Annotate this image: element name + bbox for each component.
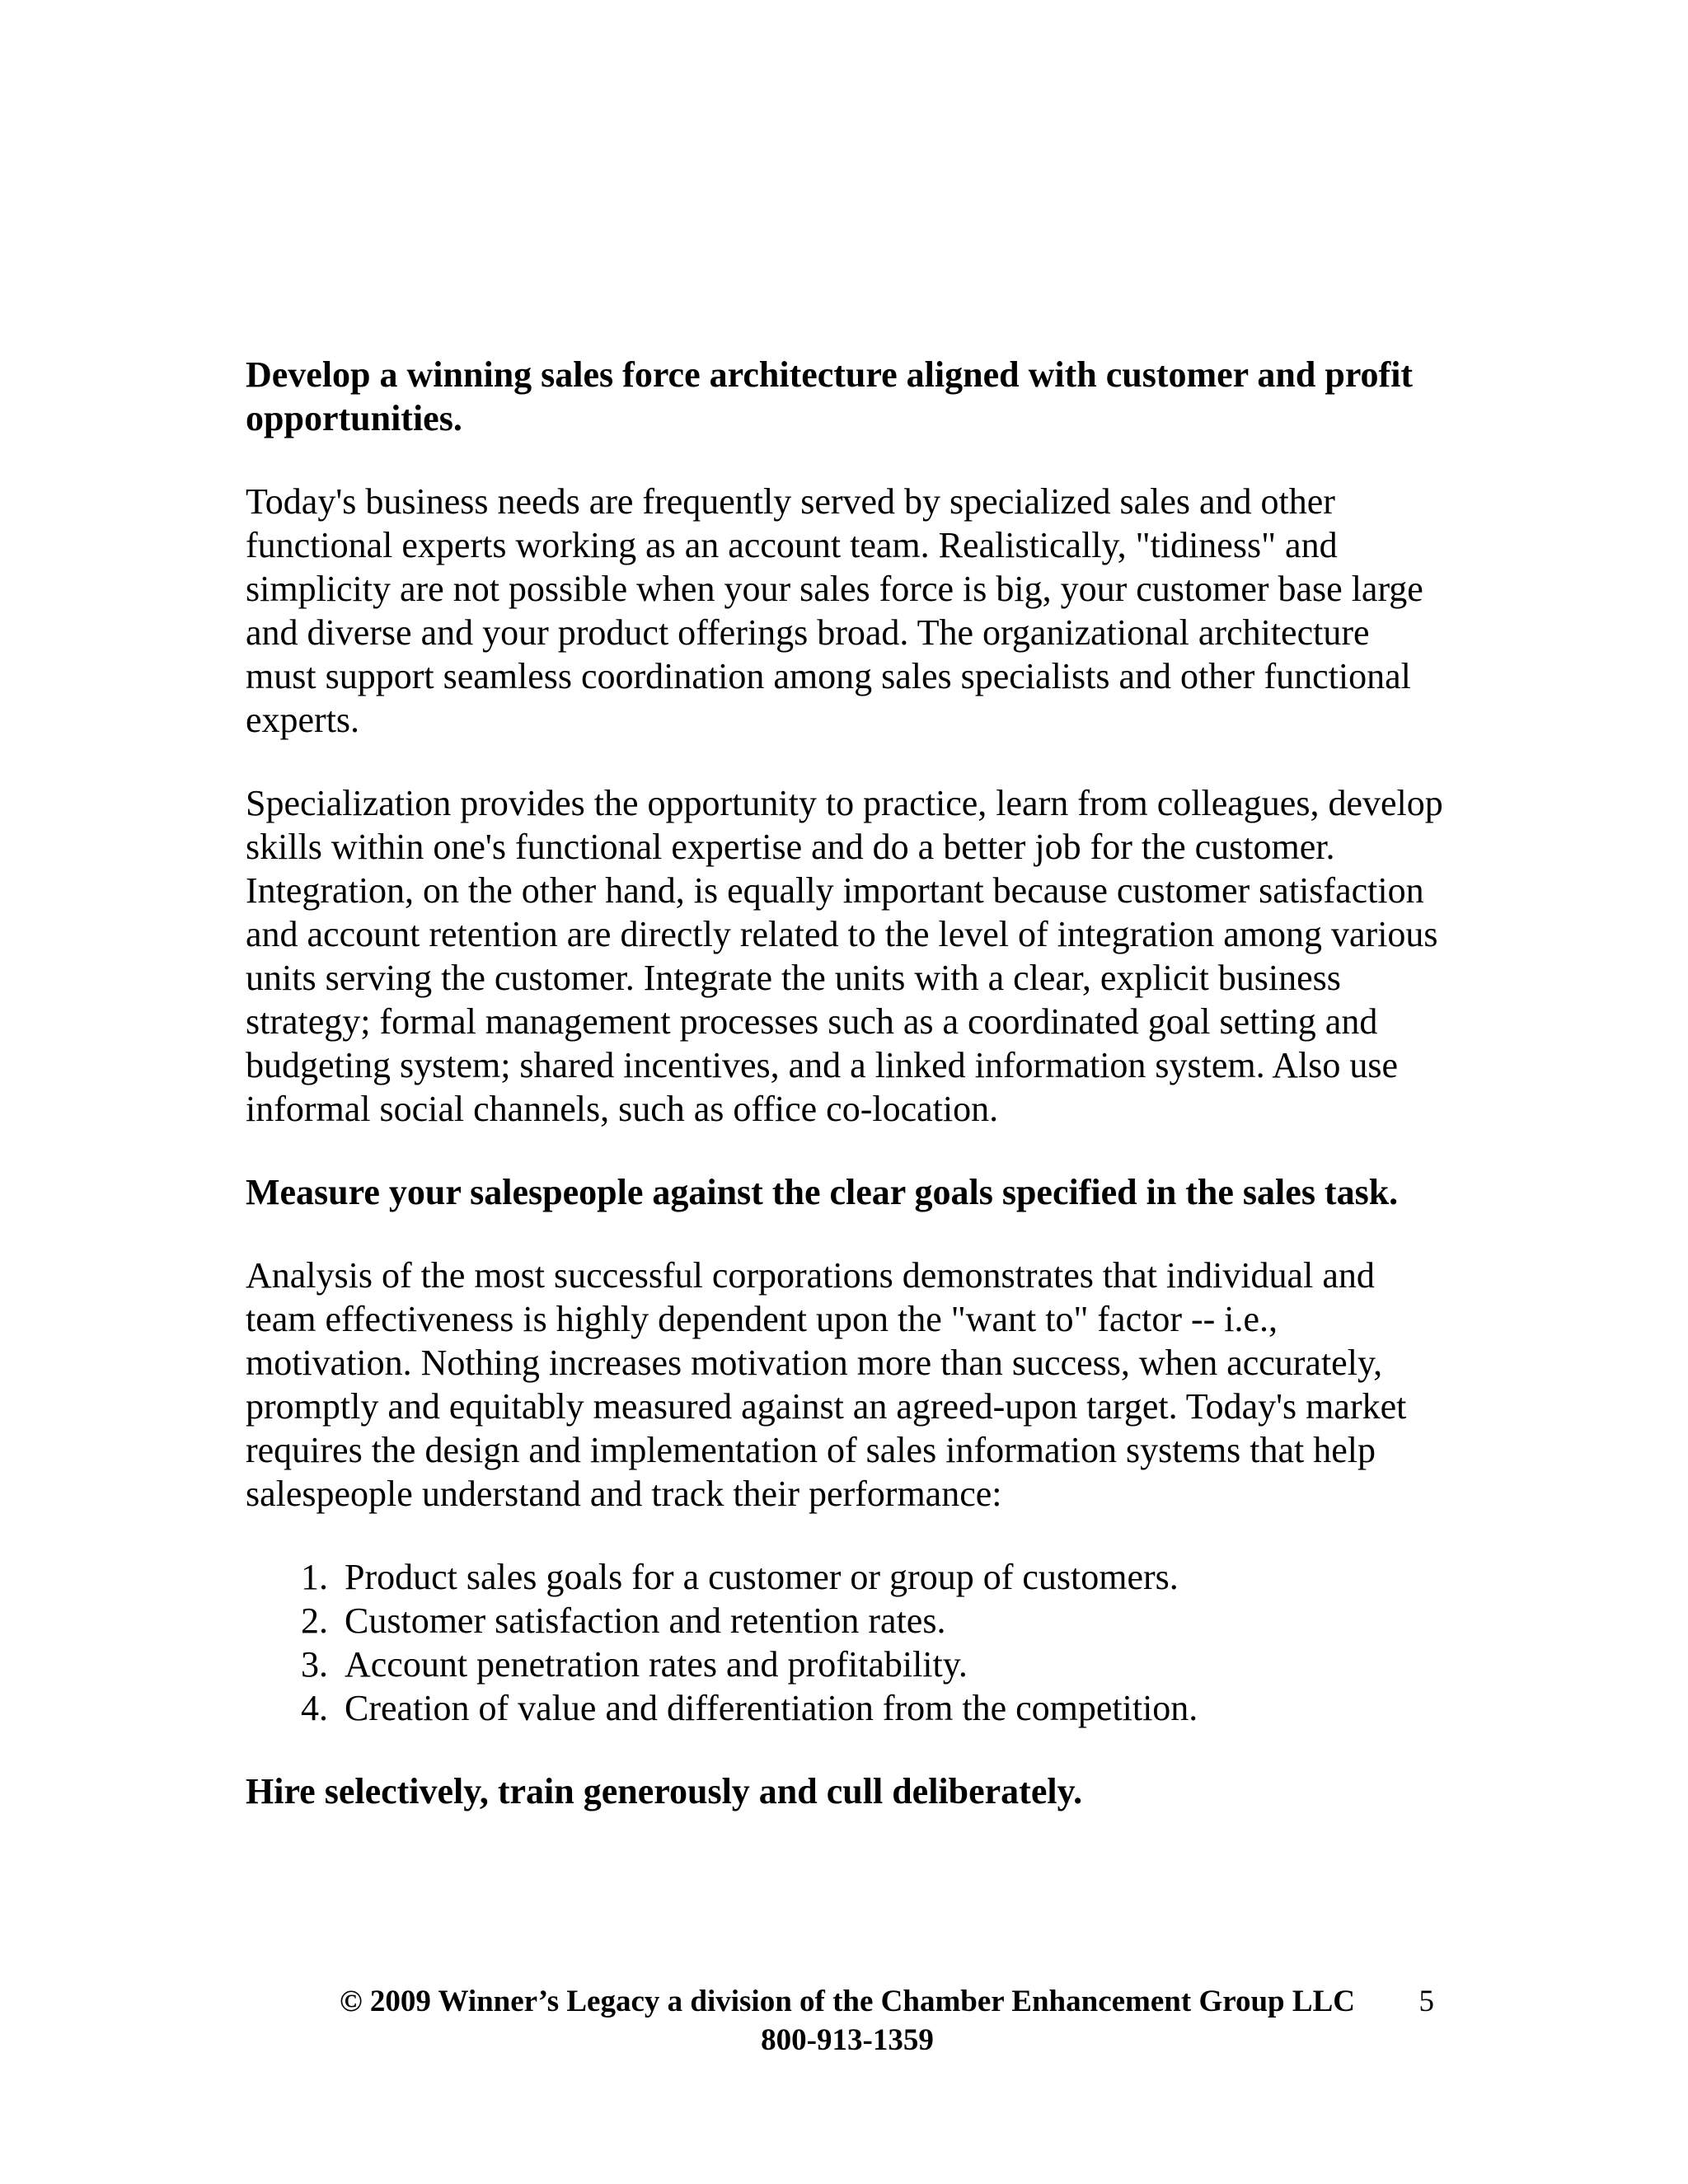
list-item — [246, 1686, 1449, 1730]
list-item — [246, 1555, 1449, 1599]
list-text: Customer satisfaction and retention rates. — [345, 1601, 946, 1641]
section-heading-measure: Measure your salespeople against the clear goals specified in the sales task. — [246, 1172, 1399, 1212]
page-content — [246, 353, 1449, 1853]
list-number: 1. — [301, 1557, 328, 1597]
footer-phone: 800-913-1359 — [761, 2023, 934, 2057]
paragraph-motivation: Analysis of the most successful corporations demonstrates that individual and team effectiveness is highly dependent upon the "want to" factor -- i.e., motivation. Nothing increases motivation more than success, when accurately, promptly and equitably measured against an agreed-upon target. Today's market requires the design and implementation of sales information systems that help salespeople understand and track their performance: — [246, 1255, 1407, 1514]
list-item — [246, 1599, 1449, 1643]
paragraph-specialization: Specialization provides the opportunity to practice, learn from colleagues, develop skills within one's functional expertise and do a better job for the customer. Integration, on the other hand, is equally important because customer satisfaction and account retention are directly related to the level of integration among various units serving the customer. Integrate the units with a clear, explicit business strategy; formal management processes such as a coordinated goal setting and budgeting system; shared incentives, and a linked information system. Also use informal social channels, such as office co-location. — [246, 783, 1443, 1129]
footer-copyright: © 2009 Winner’s Legacy a division of the Chamber Enhancement Group LLC — [340, 1985, 1355, 2018]
page-footer — [246, 1982, 1449, 2060]
performance-list — [246, 1555, 1449, 1730]
section-heading-architecture: Develop a winning sales force architecture aligned with customer and profit opportunities. — [246, 354, 1414, 438]
list-number: 4. — [301, 1688, 328, 1728]
list-text: Product sales goals for a customer or group of customers. — [345, 1557, 1179, 1597]
paragraph-account-team: Today's business needs are frequently served by specialized sales and other functional experts working as an account team. Realistically, "tidiness" and simplicity are not possible when your sales force is big, your customer base large and diverse and your product offerings broad. The organizational architecture must support seamless coordination among sales specialists and other functional experts. — [246, 481, 1423, 740]
list-number: 3. — [301, 1644, 328, 1685]
list-text: Creation of value and differentiation from the competition. — [345, 1688, 1198, 1728]
list-text: Account penetration rates and profitability. — [345, 1644, 968, 1685]
section-heading-hire: Hire selectively, train generously and cull deliberately. — [246, 1771, 1083, 1811]
page-number: 5 — [1418, 1985, 1434, 2018]
list-item — [246, 1643, 1449, 1686]
list-number: 2. — [301, 1601, 328, 1641]
